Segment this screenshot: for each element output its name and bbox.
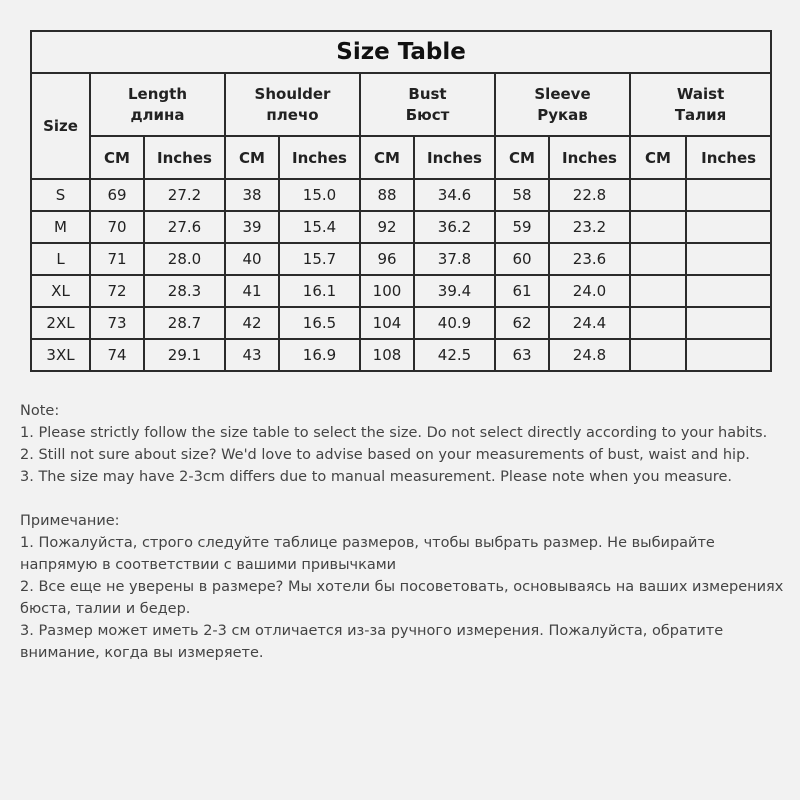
measurement-cell: 59 xyxy=(495,211,549,243)
measurement-cell xyxy=(686,179,771,211)
table-row xyxy=(31,243,771,275)
measurement-cell: 100 xyxy=(360,275,414,307)
measurement-cell: 60 xyxy=(495,243,549,275)
unit-header-cm: CM xyxy=(360,136,414,179)
group-label-en: Length xyxy=(128,84,187,103)
measurement-cell: 88 xyxy=(360,179,414,211)
measurement-cell: 40 xyxy=(225,243,279,275)
measurement-cell: 42.5 xyxy=(414,339,495,371)
measurement-cell: 41 xyxy=(225,275,279,307)
measurement-cell: 92 xyxy=(360,211,414,243)
size-header: Size xyxy=(31,73,90,179)
measurement-cell: 73 xyxy=(90,307,144,339)
unit-header-inches: Inches xyxy=(549,136,630,179)
table-row xyxy=(31,179,771,211)
group-label-ru: Талия xyxy=(674,105,727,124)
unit-header-cm: CM xyxy=(225,136,279,179)
note-line: 3. The size may have 2-3cm differs due to manual measurement. Please note when you measure. xyxy=(20,469,732,485)
size-cell: XL xyxy=(31,275,90,307)
group-header-waist xyxy=(630,73,771,136)
group-label-ru: Рукав xyxy=(537,105,588,124)
measurement-cell: 24.0 xyxy=(549,275,630,307)
table-row xyxy=(31,275,771,307)
measurement-cell: 22.8 xyxy=(549,179,630,211)
measurement-cell: 58 xyxy=(495,179,549,211)
note-line: 1. Пожалуйста, строго следуйте таблице размеров, чтобы выбрать размер. Не выбирайте напрямую в соответствии с вашими привычками xyxy=(20,535,715,573)
measurement-cell: 34.6 xyxy=(414,179,495,211)
measurement-cell: 27.6 xyxy=(144,211,225,243)
unit-header-cm: CM xyxy=(90,136,144,179)
measurement-cell: 37.8 xyxy=(414,243,495,275)
unit-header-inches: Inches xyxy=(686,136,771,179)
note-line: 2. Still not sure about size? We'd love to advise based on your measurements of bust, waist and hip. xyxy=(20,447,750,463)
group-header-row xyxy=(31,73,771,136)
unit-header-inches: Inches xyxy=(144,136,225,179)
measurement-cell xyxy=(630,339,686,371)
measurement-cell xyxy=(686,211,771,243)
note-line: 3. Размер может иметь 2-3 см отличается из-за ручного измерения. Пожалуйста, обратите внимание, когда вы измеряете. xyxy=(20,623,724,661)
measurement-cell: 27.2 xyxy=(144,179,225,211)
measurement-cell: 40.9 xyxy=(414,307,495,339)
title-row xyxy=(31,31,771,73)
measurement-cell: 15.4 xyxy=(279,211,360,243)
unit-header-row xyxy=(31,136,771,179)
group-label-ru: длина xyxy=(130,105,185,124)
unit-header-inches: Inches xyxy=(414,136,495,179)
measurement-cell: 28.7 xyxy=(144,307,225,339)
measurement-cell: 36.2 xyxy=(414,211,495,243)
table-row xyxy=(31,339,771,371)
unit-header-inches: Inches xyxy=(279,136,360,179)
group-label-en: Waist xyxy=(676,84,725,103)
group-label-en: Bust xyxy=(408,84,447,103)
size-cell: L xyxy=(31,243,90,275)
size-cell: M xyxy=(31,211,90,243)
measurement-cell: 104 xyxy=(360,307,414,339)
measurement-cell: 15.0 xyxy=(279,179,360,211)
notes-section xyxy=(20,400,790,664)
measurement-cell: 108 xyxy=(360,339,414,371)
size-cell: 2XL xyxy=(31,307,90,339)
group-label-en: Sleeve xyxy=(534,84,591,103)
measurement-cell: 39 xyxy=(225,211,279,243)
measurement-cell: 71 xyxy=(90,243,144,275)
table-row xyxy=(31,211,771,243)
measurement-cell xyxy=(686,243,771,275)
measurement-cell xyxy=(630,243,686,275)
note-heading: Note: xyxy=(20,403,60,419)
measurement-cell: 42 xyxy=(225,307,279,339)
notes-russian xyxy=(20,510,790,664)
note-line: 1. Please strictly follow the size table to select the size. Do not select directly according to your habits. xyxy=(20,425,768,441)
measurement-cell xyxy=(686,339,771,371)
measurement-cell: 16.9 xyxy=(279,339,360,371)
measurement-cell: 29.1 xyxy=(144,339,225,371)
measurement-cell: 74 xyxy=(90,339,144,371)
measurement-cell xyxy=(686,275,771,307)
measurement-cell xyxy=(630,211,686,243)
measurement-cell: 23.6 xyxy=(549,243,630,275)
measurement-cell: 72 xyxy=(90,275,144,307)
measurement-cell: 23.2 xyxy=(549,211,630,243)
measurement-cell: 69 xyxy=(90,179,144,211)
group-label-en: Shoulder xyxy=(254,84,331,103)
measurement-cell: 63 xyxy=(495,339,549,371)
group-header-bust xyxy=(360,73,495,136)
measurement-cell: 28.0 xyxy=(144,243,225,275)
group-header-shoulder xyxy=(225,73,360,136)
measurement-cell: 96 xyxy=(360,243,414,275)
measurement-cell: 61 xyxy=(495,275,549,307)
measurement-cell: 16.1 xyxy=(279,275,360,307)
size-cell: 3XL xyxy=(31,339,90,371)
measurement-cell: 39.4 xyxy=(414,275,495,307)
table-title: Size Table xyxy=(31,31,771,73)
measurement-cell xyxy=(630,275,686,307)
note-line: 2. Все еще не уверены в размере? Мы хотели бы посоветовать, основываясь на ваших измерениях бюста, талии и бедер. xyxy=(20,579,784,617)
measurement-cell: 24.8 xyxy=(549,339,630,371)
notes-english xyxy=(20,400,790,488)
measurement-cell xyxy=(630,307,686,339)
measurement-cell: 28.3 xyxy=(144,275,225,307)
unit-header-cm: CM xyxy=(630,136,686,179)
group-header-length xyxy=(90,73,225,136)
measurement-cell xyxy=(686,307,771,339)
note-heading: Примечание: xyxy=(20,513,120,529)
measurement-cell: 38 xyxy=(225,179,279,211)
measurement-cell: 24.4 xyxy=(549,307,630,339)
size-table xyxy=(30,30,772,372)
unit-header-cm: CM xyxy=(495,136,549,179)
measurement-cell: 43 xyxy=(225,339,279,371)
measurement-cell: 70 xyxy=(90,211,144,243)
size-cell: S xyxy=(31,179,90,211)
measurement-cell: 15.7 xyxy=(279,243,360,275)
group-label-ru: Бюст xyxy=(405,105,450,124)
group-label-ru: плечо xyxy=(266,105,319,124)
table-row xyxy=(31,307,771,339)
measurement-cell xyxy=(630,179,686,211)
group-header-sleeve xyxy=(495,73,630,136)
measurement-cell: 16.5 xyxy=(279,307,360,339)
measurement-cell: 62 xyxy=(495,307,549,339)
